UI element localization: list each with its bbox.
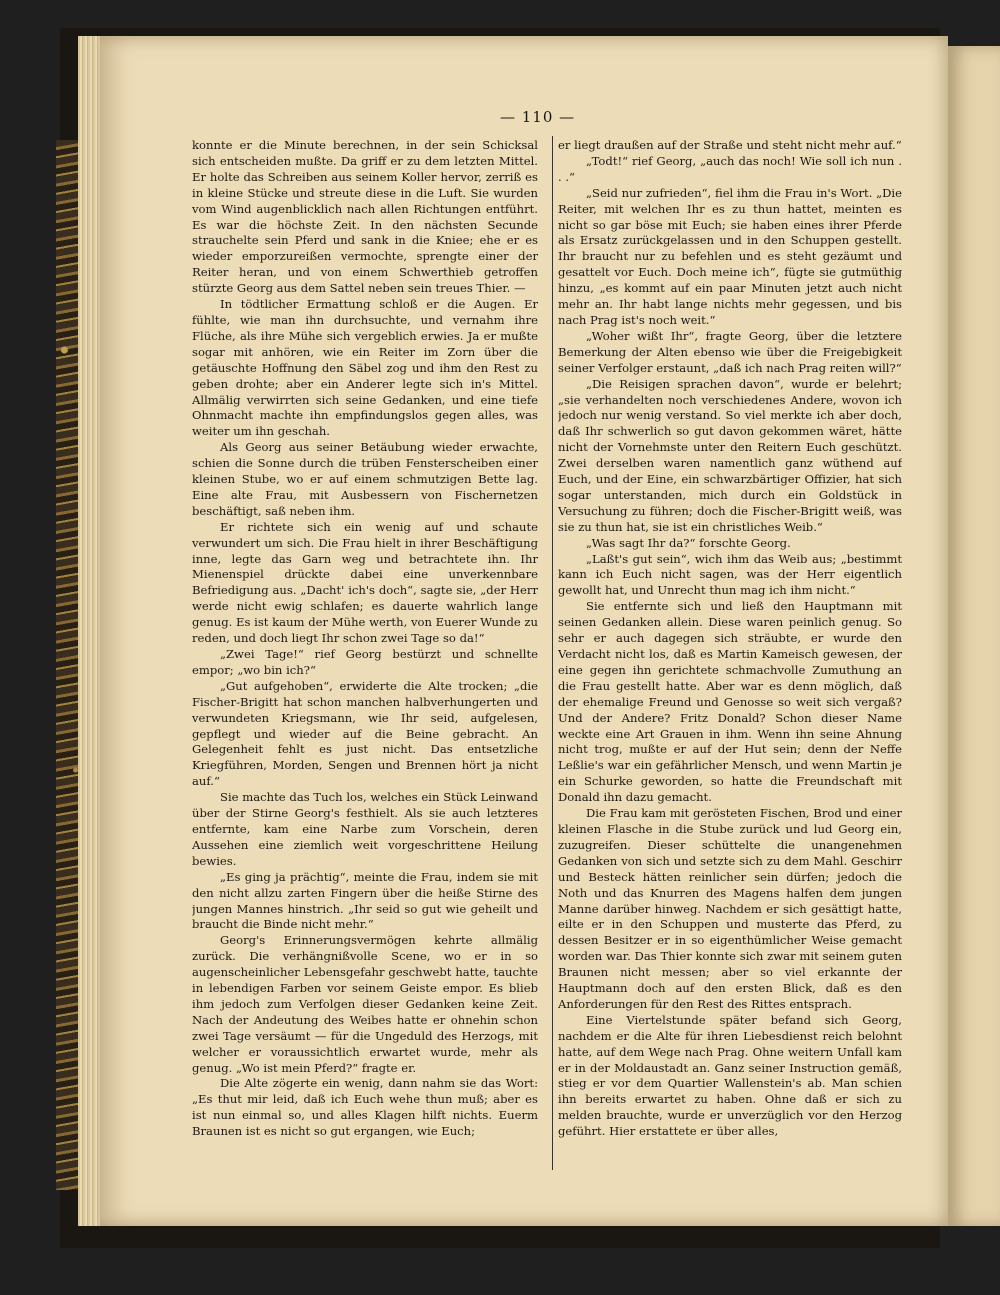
paragraph: Sie entfernte sich und ließ den Hauptmann mit seinen Gedanken allein. Diese waren peinlich genug. So sehr er auch dagegen sich sträubte, er wurde den Verdacht nicht los, daß es Martin Kameisch gewesen, der eine gegen ihn gerichtete schmachvolle Zumuthung an die Frau gestellt hatte. Aber war es denn möglich, daß der ehemalige Freund und Genosse so weit sich vergaß? Und der Andere? Fritz Donald? Schon dieser Name weckte eine Art Grauen in ihm. Wenn ihn seine Ahnung nicht trog, mußte er auf der Hut sein; denn der Neffe Leßlie's war ein gefährlicher Mensch, und wenn Martin je ein Schurke geworden, so hatte die Freundschaft mit Donald ihn dazu gemacht.: [558, 599, 902, 805]
right-text-column: [558, 138, 902, 1178]
paragraph: Als Georg aus seiner Betäubung wieder erwachte, schien die Sonne durch die trüben Fensterscheiben einer kleinen Stube, wo er auf einem schmutzigen Bette lag. Eine alte Frau, mit Ausbessern von Fischernetzen beschäftigt, saß neben ihm.: [192, 440, 538, 518]
paragraph: Die Alte zögerte ein wenig, dann nahm sie das Wort: „Es thut mir leid, daß ich Euch wehe thun muß; aber es ist nun einmal so, und alles Klagen hilft nichts. Euerm Braunen ist es nicht so gut ergangen, wie Euch;: [192, 1076, 538, 1139]
column-divider: [552, 136, 553, 1170]
paragraph: „Woher wißt Ihr“, fragte Georg, über die letztere Bemerkung der Alten ebenso wie über die Freigebigkeit seiner Verfolger erstaunt, „daß ich nach Prag reiten will?“: [558, 328, 902, 375]
paragraph: „Todt!“ rief Georg, „auch das noch! Wie soll ich nun . . .“: [558, 153, 902, 184]
paragraph: Die Frau kam mit gerösteten Fischen, Brod und einer kleinen Flasche in die Stube zurück und lud Georg ein, zuzugreifen. Dieser schüttelte die unangenehmen Gedanken von sich und setzte sich zu dem Mahl. Geschirr und Besteck hätten reinlicher sein dürfen; jedoch die Noth und das Knurren des Magens halfen dem jungen Manne darüber hinweg. Nachdem er sich gesättigt hatte, eilte er in den Schuppen und musterte das Pferd, zu dessen Besitzer er in so eigenthümlicher Weise gemacht worden war. Das Thier konnte sich zwar mit seinem guten Braunen nicht messen; aber so viel erkannte der Hauptmann doch auf den ersten Blick, daß es den Anforderungen für den Rest des Rittes entsprach.: [558, 806, 902, 1011]
paragraph: „Was sagt Ihr da?“ forschte Georg.: [586, 535, 791, 550]
paragraph: „Gut aufgehoben“, erwiderte die Alte trocken; „die Fischer-Brigitt hat schon manchen halbverhungerten und verwundeten Kriegsmann, wie Ihr seid, aufgelesen, gepflegt und wieder auf die Beine gebracht. An Gelegenheit fehlt es just nicht. Das entsetzliche Kriegführen, Morden, Sengen und Brennen hört ja nicht auf.“: [192, 678, 538, 789]
page-number: — 110 —: [500, 108, 576, 126]
paragraph: Eine Viertelstunde später befand sich Georg, nachdem er die Alte für ihren Liebesdienst reich belohnt hatte, auf dem Wege nach Prag. Ohne weitern Unfall kam er in der Moldaustadt an. Ganz seiner Instruction gemäß, stieg er vor dem Quartier Wallenstein's ab. Man schien ihn bereits erwartet zu haben. Ohne daß er sich zu melden brauchte, wurde er unverzüglich vor den Herzog geführt. Hier erstattete er über alles,: [558, 1012, 902, 1139]
paragraph: In tödtlicher Ermattung schloß er die Augen. Er fühlte, wie man ihn durchsuchte, und vernahm ihre Flüche, als ihre Mühe sich vergeblich erwies. Ja er mußte sogar mit anhören, wie ein Reiter im Zorn über die getäuschte Hoffnung den Säbel zog und ihm den Rest zu geben drohte; aber ein Anderer legte sich in's Mittel. Allmälig verwirrten sich seine Gedanken, und eine tiefe Ohnmacht machte ihn empfindungslos gegen alles, was weiter um ihn geschah.: [192, 297, 538, 439]
paragraph: „Seid nur zufrieden“, fiel ihm die Frau in's Wort. „Die Reiter, mit welchen Ihr es zu thun hattet, meinten es nicht so gar böse mit Euch; sie haben eines ihrer Pferde als Ersatz zurückgelassen und in den Schuppen gestellt. Ihr braucht nur zu befehlen und es steht gezäumt und gesattelt vor Euch. Doch meine ich“, fügte sie gutmüthig hinzu, „es kommt auf ein paar Minuten jetzt auch nicht mehr an. Ihr habt lange nichts mehr gegessen, und bis nach Prag ist's noch weit.“: [558, 185, 902, 327]
paragraph: „Es ging ja prächtig“, meinte die Frau, indem sie mit den nicht allzu zarten Fingern über die heiße Stirne des jungen Mannes hinstrich. „Ihr seid so gut wie geheilt und braucht die Binde nicht mehr.“: [192, 869, 538, 932]
paragraph: „Die Reisigen sprachen davon“, wurde er belehrt; „sie verhandelten noch verschiedenes Andere, wovon ich jedoch nur wenig verstand. So viel merkte ich aber doch, daß Ihr schwerlich so gut davon gekommen wäret, hätte nicht der Vornehmste unter den Reitern Euch geschützt. Zwei derselben waren namentlich ganz wüthend auf Euch, und der Eine, ein schwarzbärtiger Offizier, hat sich sogar unterstanden, mich durch ein Goldstück in Versuchung zu führen; doch die Fischer-Brigitt weiß, was sie zu thun hat, sie ist ein christliches Weib.“: [558, 376, 902, 534]
left-text-column: [192, 138, 538, 1178]
paragraph: „Laßt's gut sein“, wich ihm das Weib aus; „bestimmt kann ich Euch nicht sagen, was der Herr eigentlich gewollt hat, und Unrecht thun mag ich ihm nicht.“: [558, 551, 902, 598]
paragraph: „Zwei Tage!“ rief Georg bestürzt und schnellte empor; „wo bin ich?“: [192, 647, 538, 677]
facing-page-edge: [948, 46, 1000, 1226]
paragraph: konnte er die Minute berechnen, in der sein Schicksal sich entscheiden mußte. Da griff er zu dem letzten Mittel. Er holte das Schreiben aus seinem Koller hervor, zerriß es in kleine Stücke und streute diese in die Luft. Sie wurden vom Wind augenblicklich nach allen Richtungen entführt. Es war die höchste Zeit. In den nächsten Secunde strauchelte sein Pferd und sank in die Kniee; ehe er es wieder emporzureißen vermochte, sprengte einer der Reiter heran, und von einem Schwerthieb getroffen stürzte Georg aus dem Sattel neben sein treues Thier. —: [192, 138, 538, 296]
paragraph: Georg's Erinnerungsvermögen kehrte allmälig zurück. Die verhängnißvolle Scene, wo er in so augenscheinlicher Lebensgefahr geschwebt hatte, tauchte in lebendigen Farben vor seinem Geiste empor. Es blieb ihm jedoch zum Verfolgen dieser Gedanken keine Zeit. Nach der Andeutung des Weibes hatte er ohnehin schon zwei Tage versäumt — für die Ungeduld des Herzogs, mit welcher er voraussichtlich erwartet wurde, mehr als genug. „Wo ist mein Pferd?“ fragte er.: [192, 933, 538, 1075]
paragraph: Er richtete sich ein wenig auf und schaute verwundert um sich. Die Frau hielt in ihrer Beschäftigung inne, legte das Garn weg und betrachtete ihn. Ihr Mienenspiel drückte dabei eine unverkennbare Befriedigung aus. „Dacht' ich's doch“, sagte sie, „der Herr werde nicht ewig schlafen; es dauerte wahrlich lange genug. Es ist kaum der Mühe werth, von Euerer Wunde zu reden, und doch liegt Ihr schon zwei Tage so da!“: [192, 519, 538, 646]
paragraph: er liegt draußen auf der Straße und steht nicht mehr auf.“: [558, 138, 902, 152]
paragraph: Sie machte das Tuch los, welches ein Stück Leinwand über der Stirne Georg's festhielt. Als sie auch letzteres entfernte, kam eine Narbe zum Vorschein, deren Aussehen eine ziemlich weit vorgeschrittene Heilung bewies.: [192, 790, 538, 868]
